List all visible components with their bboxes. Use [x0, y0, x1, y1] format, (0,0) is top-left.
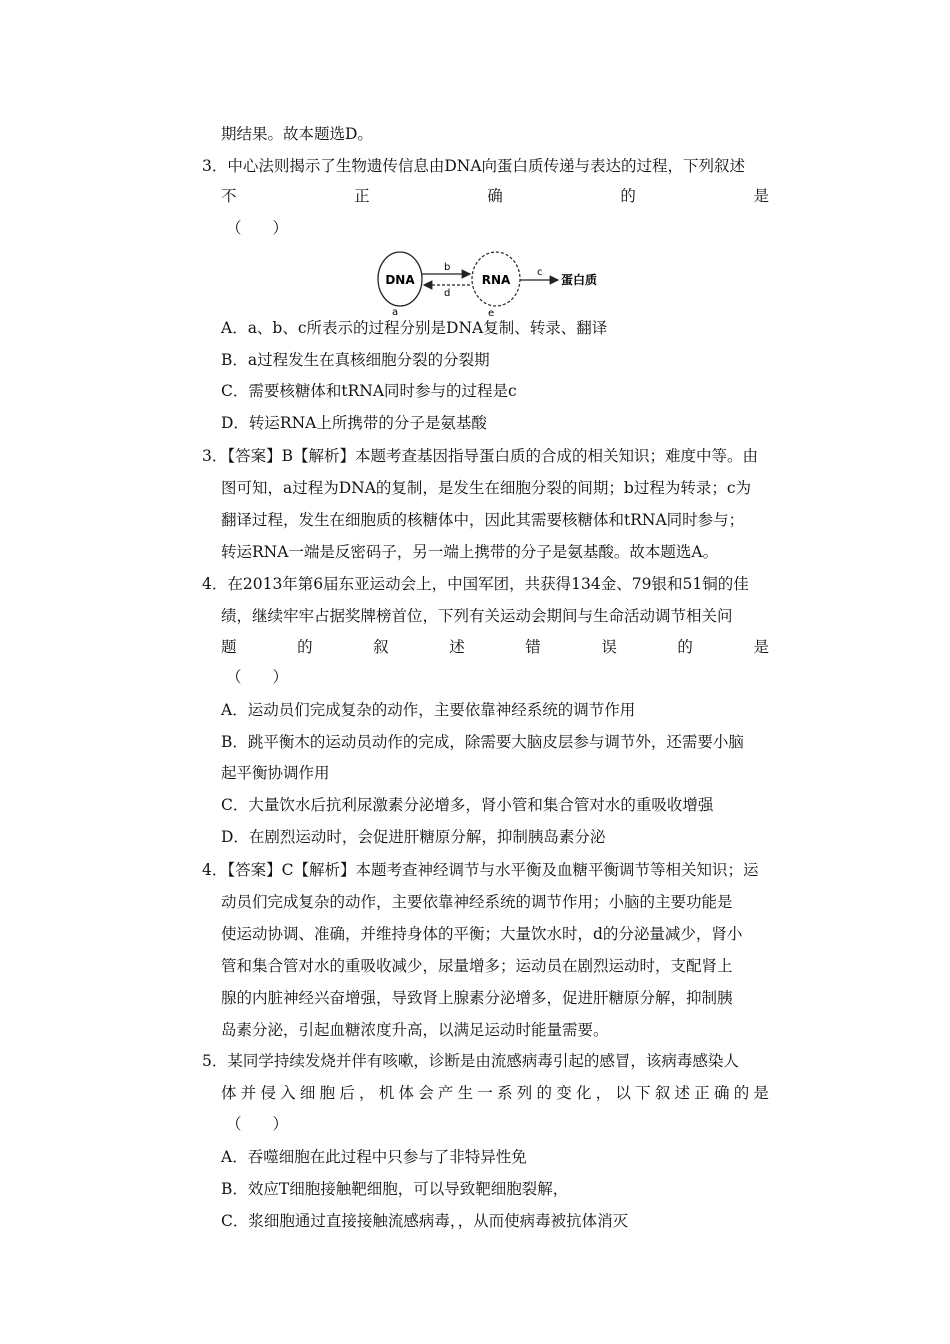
- label-d: d: [444, 288, 451, 299]
- rna-label: RNA: [481, 273, 511, 287]
- label-e: e: [488, 308, 495, 319]
- label-c: c: [537, 267, 543, 278]
- label-b: b: [444, 262, 451, 273]
- label-a: a: [392, 307, 399, 318]
- protein-label: 蛋白质: [561, 273, 598, 287]
- central-dogma-diagram: [370, 243, 610, 319]
- dna-label: DNA: [385, 273, 415, 287]
